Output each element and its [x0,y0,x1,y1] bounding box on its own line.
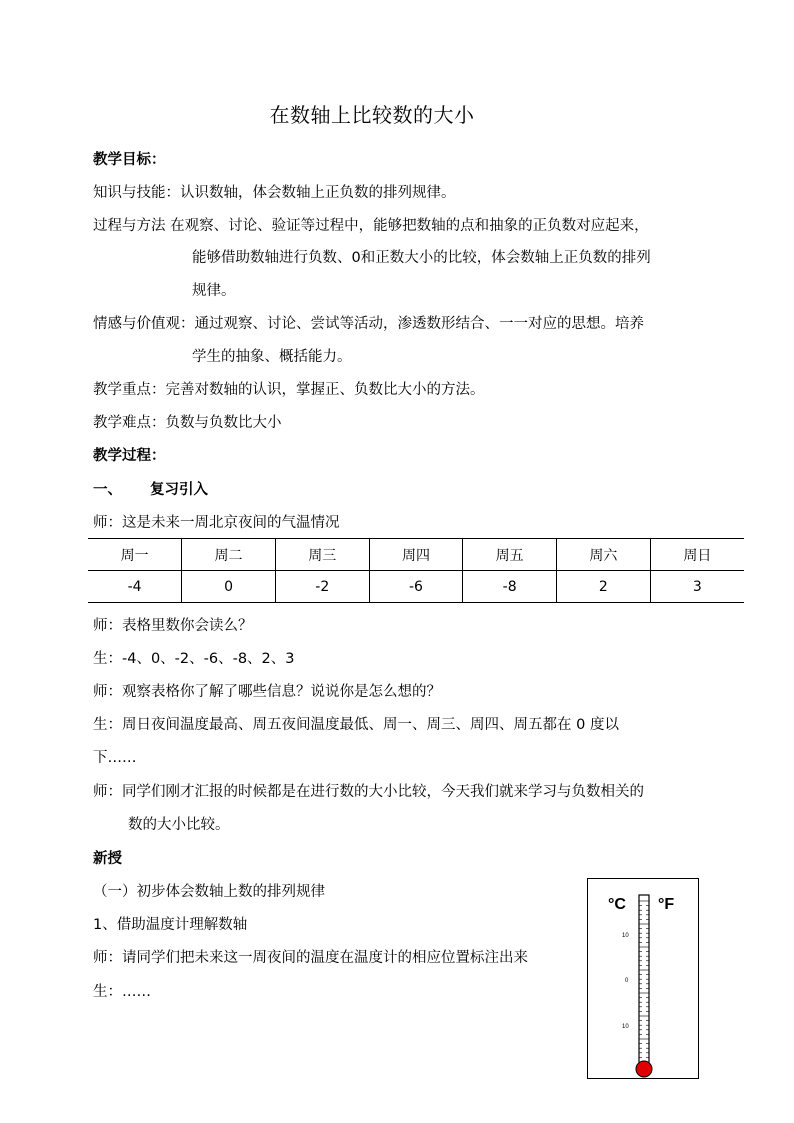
dialogue-a2-line2: 下…… [93,750,137,766]
table-cell-day: 周一 [88,539,182,571]
table-row-temps [88,571,744,603]
objective-emotion-line2: 学生的抽象、概括能力。 [192,349,352,365]
new-lesson-sub1: （一）初步体会数轴上数的排列规律 [93,884,325,900]
table-cell-day: 周五 [463,539,557,571]
table-cell-temp: 0 [182,571,276,603]
table-row-days [88,539,744,571]
celsius-label: °C [608,896,626,913]
table-cell-day: 周四 [369,539,463,571]
dialogue-q2: 师：观察表格你了解了哪些信息？说说你是怎么想的？ [93,684,441,700]
table-cell-temp: -4 [88,571,182,603]
objective-knowledge: 知识与技能：认识数轴，体会数轴上正负数的排列规律。 [93,185,456,201]
new-lesson-student: 生：…… [93,984,151,1000]
tick-label: 0 [625,978,629,984]
section1-title: 复习引入 [150,482,208,498]
thermometer-figure [587,878,699,1079]
tick-label: 10 [622,933,629,939]
table-cell-day: 周三 [275,539,369,571]
thermometer-bulb [636,1061,652,1077]
dialogue-q1: 师：表格里数你会读么？ [93,618,253,634]
table-cell-temp: -8 [463,571,557,603]
dialogue-a2-line1: 生：周日夜间温度最高、周五夜间温度最低、周一、周三、周四、周五都在 0 度以 [93,717,619,733]
new-lesson-teacher: 师：请同学们把未来这一周夜间的温度在温度计的相应位置标注出来 [93,950,528,966]
dialogue-t3-line1: 师：同学们刚才汇报的时候都是在进行数的大小比较，今天我们就来学习与负数相关的 [93,784,644,800]
table-cell-day: 周六 [557,539,651,571]
new-lesson-item1: 1、借助温度计理解数轴 [93,917,248,933]
table-cell-temp: -2 [275,571,369,603]
objectives-heading: 教学目标： [93,152,166,168]
table-cell-day: 周日 [650,539,744,571]
dialogue-a1: 生：-4、0、-2、-6、-8、2、3 [93,651,295,667]
table-cell-temp: 2 [557,571,651,603]
table-cell-temp: -6 [369,571,463,603]
fahrenheit-label: °F [658,896,675,913]
new-lesson-heading: 新授 [93,851,122,867]
tick-label: 10 [622,1024,629,1030]
temperature-table [88,538,744,603]
key-point: 教学重点：完善对数轴的认识，掌握正、负数比大小的方法。 [93,382,485,398]
objective-process-line2: 能够借助数轴进行负数、0和正数大小的比较，体会数轴上正负数的排列 [192,250,651,266]
thermometer-tube [639,895,649,1067]
objective-process-line1: 过程与方法 在观察、讨论、验证等过程中，能够把数轴的点和抽象的正负数对应起来， [93,218,649,234]
objective-emotion-line1: 情感与价值观：通过观察、讨论、尝试等活动，渗透数形结合、一一对应的思想。培养 [93,316,644,332]
process-heading: 教学过程： [93,448,166,464]
dialogue-t3-line2: 数的大小比较。 [128,817,230,833]
table-cell-day: 周二 [182,539,276,571]
thermometer-svg [588,879,700,1080]
table-cell-temp: 3 [650,571,744,603]
page-title: 在数轴上比较数的大小 [269,103,475,127]
difficulty: 教学难点：负数与负数比大小 [93,415,282,431]
objective-process-line3: 规律。 [192,283,236,299]
section1-number: 一、 [93,482,122,498]
teacher-intro: 师：这是未来一周北京夜间的气温情况 [93,515,340,531]
